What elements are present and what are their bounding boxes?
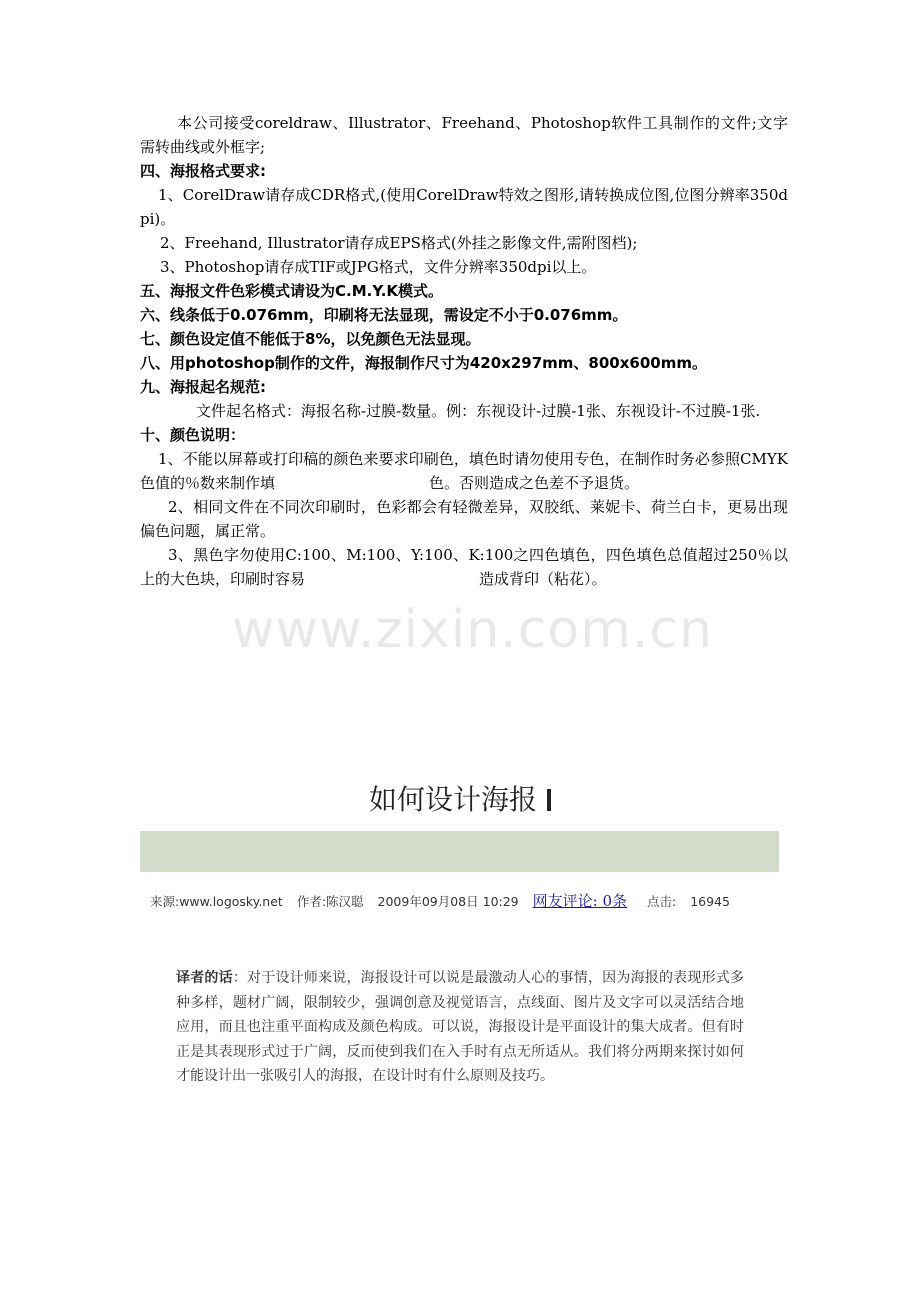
heading-line-width: 六、线条低于0.076mm，印刷将无法显现，需设定不小于0.076mm。 bbox=[140, 306, 628, 324]
naming-paragraph: 文件起名格式：海报名称-过膜-数量。例：东视设计-过膜-1张、东视设计-不过膜-1张. bbox=[196, 402, 761, 420]
title-bar-mark bbox=[547, 789, 551, 811]
watermark: www.zixin.com.cn bbox=[232, 600, 713, 660]
color-note-1-part-b: 色。否则造成之色差不予退货。 bbox=[429, 474, 640, 492]
color-note-3-part-b: 造成背印（粘花）。 bbox=[479, 570, 607, 588]
article-title bbox=[0, 778, 920, 818]
author-text: 作者:陈汉聪 bbox=[296, 894, 364, 909]
article-title-text: 如何设计海报 bbox=[368, 783, 537, 816]
heading-color-value: 七、颜色设定值不能低于8%，以免颜色无法显现。 bbox=[140, 330, 481, 348]
color-note-1 bbox=[140, 447, 788, 495]
color-note-3-part-a: 3、黑色字勿使用C:100、M:100、Y:100、K:100之四色填色，四色填色总值超过250％以上的大色块，印刷时容易 bbox=[140, 546, 788, 588]
color-note-2: 2、相同文件在不同次印刷时，色彩都会有轻微差异，双胶纸、莱妮卡、荷兰白卡，更易出现偏色问题，属正常。 bbox=[140, 498, 788, 540]
clicks-label: 点击: bbox=[646, 894, 677, 909]
clicks-count: 16945 bbox=[690, 894, 730, 909]
heading-poster-format: 四、海报格式要求: bbox=[140, 162, 266, 180]
comments-link[interactable]: 网友评论: 0条 bbox=[532, 892, 627, 910]
heading-color-notes: 十、颜色说明： bbox=[140, 426, 246, 444]
translator-intro bbox=[176, 966, 744, 1089]
translator-intro-text: ：对于设计师来说，海报设计可以说是最激动人心的事情，因为海报的表现形式多种多样，题材广阔，限制较少，强调创意及视觉语言，点线面、图片及文字可以灵活结合地应用，而且也注重平面构成及颜色构成。可以说，海报设计是平面设计的集大成者。但有时正是其表现形式过于广阔，反而使到我们在入手时有点无所适从。我们将分两期来探讨如何才能设计出一张吸引人的海报，在设计时有什么原则及技巧。 bbox=[176, 970, 745, 1084]
heading-color-mode: 五、海报文件色彩模式请设为C.M.Y.K模式。 bbox=[140, 282, 444, 300]
format-item-2: 2、Freehand, Illustrator请存成EPS格式(外挂之影像文件,需附图档); bbox=[160, 234, 638, 252]
heading-poster-size: 八、用photoshop制作的文件，海报制作尺寸为420x297mm、800x600mm。 bbox=[140, 354, 707, 372]
intro-paragraph: 本公司接受coreldraw、Illustrator、Freehand、Photoshop软件工具制作的文件;文字需转曲线或外框字; bbox=[140, 114, 788, 156]
source-text: 来源:www.logosky.net bbox=[150, 894, 283, 909]
article-meta bbox=[150, 890, 790, 911]
format-item-3: 3、Photoshop请存成TIF或JPG格式，文件分辨率350dpi以上。 bbox=[160, 258, 597, 276]
format-item-1: 1、CorelDraw请存成CDR格式,(使用CorelDraw特效之图形,请转换成位图,位图分辨率350dpi)。 bbox=[140, 186, 788, 228]
translator-intro-label: 译者的话 bbox=[176, 970, 233, 986]
document-body bbox=[140, 111, 788, 591]
heading-naming: 九、海报起名规范: bbox=[140, 378, 266, 396]
title-band bbox=[140, 831, 779, 872]
color-note-3 bbox=[140, 543, 788, 591]
date-text: 2009年09月08日 10:29 bbox=[377, 894, 519, 909]
color-note-1-part-a: 1、不能以屏幕或打印稿的颜色来要求印刷色，填色时请勿使用专色，在制作时务必参照CMYK色值的％数来制作填 bbox=[140, 450, 788, 492]
